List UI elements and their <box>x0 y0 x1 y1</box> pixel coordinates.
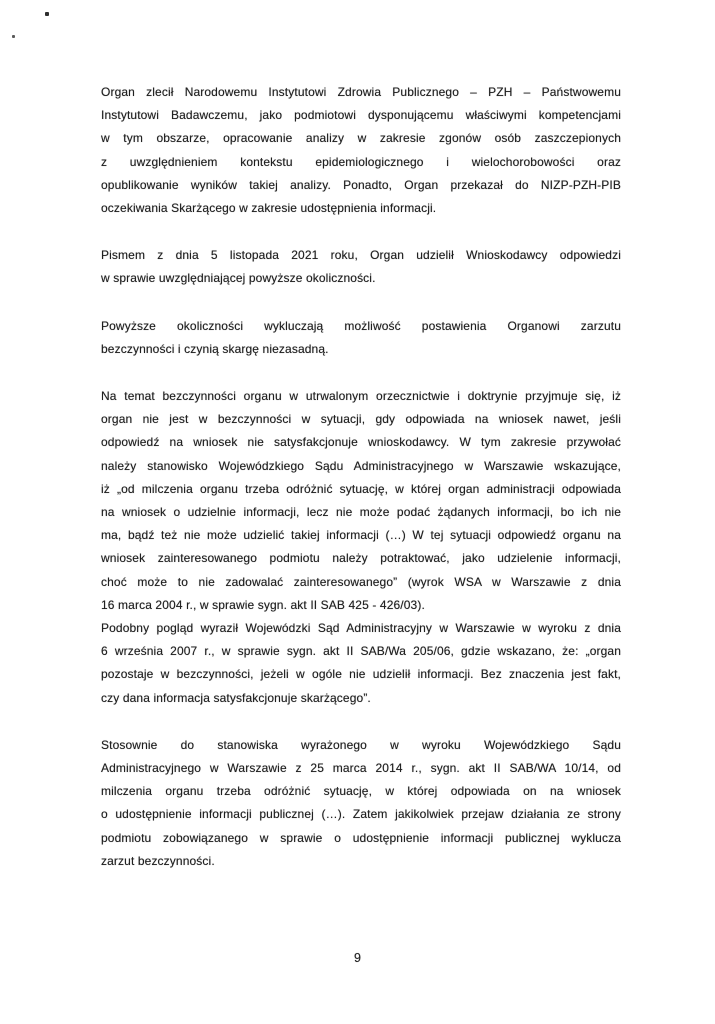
text-line: Stosownie do stanowiska wyrażonego w wyroku Wojewódzkiego Sądu <box>101 737 621 752</box>
text-line: bezczynności i czynią skargę niezasadną. <box>101 341 329 356</box>
text-line: 6 września 2007 r., w sprawie sygn. akt II SAB/Wa 205/06, gdzie wskazano, że: „organ <box>101 644 621 659</box>
page-number: 9 <box>354 951 361 965</box>
text-line: o udostępnienie informacji publicznej (…). Zatem jakikolwiek przejaw działania ze strony <box>101 807 621 822</box>
paragraph <box>101 315 621 361</box>
scan-speck <box>12 35 15 38</box>
text-line: z uwzględnieniem kontekstu epidemiologicznego i wielochorobowości oraz <box>101 154 621 169</box>
text-line: Powyższe okoliczności wykluczają możliwość postawienia Organowi zarzutu <box>101 318 621 333</box>
document-body <box>101 81 621 873</box>
text-line: choć może to nie zadowalać zainteresowanego” (wyrok WSA w Warszawie z dnia <box>101 574 621 589</box>
text-line: w tym obszarze, opracowanie analizy w zakresie zgonów osób zaszczepionych <box>101 131 621 146</box>
text-line: zarzut bezczynności. <box>101 853 215 868</box>
text-line: Instytutowi Badawczemu, jako podmiotowi dysponującemu właściwymi kompetencjami <box>101 108 621 123</box>
text-line: należy stanowisko Wojewódzkiego Sądu Administracyjnego w Warszawie wskazujące, <box>101 458 621 473</box>
paragraph <box>101 617 621 710</box>
paragraph <box>101 81 621 220</box>
text-line: Na temat bezczynności organu w utrwalonym orzecznictwie i doktrynie przyjmuje się, iż <box>101 389 621 404</box>
text-line: ma, bądź też nie może udzielić takiej informacji (…) W tej sytuacji odpowiedź organu na <box>101 528 621 543</box>
scan-speck <box>45 12 49 16</box>
paragraph <box>101 734 621 873</box>
text-line: organ nie jest w bezczynności w sytuacji, gdy odpowiada na wniosek nawet, jeśli <box>101 412 621 427</box>
text-line: opublikowanie wyników takiej analizy. Ponadto, Organ przekazał do NIZP-PZH-PIB <box>101 177 621 192</box>
text-line: iż „od milczenia organu trzeba odróżnić sytuację, w której organ administracji odpowiada <box>101 481 621 496</box>
paragraph <box>101 385 621 617</box>
text-line: na wniosek o udzielnie informacji, lecz nie może podać żądanych informacji, bo ich nie <box>101 505 621 520</box>
text-line: milczenia organu trzeba odróżnić sytuację, w której odpowiada on na wniosek <box>101 784 621 799</box>
text-line: Pismem z dnia 5 listopada 2021 roku, Organ udzielił Wnioskodawcy odpowiedzi <box>101 248 621 263</box>
text-line: 16 marca 2004 r., w sprawie sygn. akt II SAB 425 - 426/03). <box>101 597 425 612</box>
text-line: odpowiedź na wniosek nie satysfakcjonuje wnioskodawcy. W tym zakresie przywołać <box>101 435 621 450</box>
text-line: wniosek zainteresowanego podmiotu należy potraktować, jako udzielenie informacji, <box>101 551 621 566</box>
text-line: oczekiwania Skarżącego w zakresie udostępnienia informacji. <box>101 201 437 216</box>
paragraph <box>101 244 621 290</box>
text-line: Administracyjnego w Warszawie z 25 marca 2014 r., sygn. akt II SAB/WA 10/14, od <box>101 761 621 776</box>
text-line: w sprawie uwzględniającej powyższe okoliczności. <box>101 271 376 286</box>
text-line: Organ zlecił Narodowemu Instytutowi Zdrowia Publicznego – PZH – Państwowemu <box>101 85 621 99</box>
text-line: czy dana informacja satysfakcjonuje skarżącego”. <box>101 690 371 705</box>
text-line: pozostaje w bezczynności, jeżeli w ogóle nie udzielił informacji. Bez znaczenia jest fakt, <box>101 667 621 682</box>
text-line: Podobny pogląd wyraził Wojewódzki Sąd Administracyjny w Warszawie w wyroku z dnia <box>101 621 621 636</box>
text-line: podmiotu zobowiązanego w sprawie o udostępnienie informacji publicznej wyklucza <box>101 830 621 845</box>
